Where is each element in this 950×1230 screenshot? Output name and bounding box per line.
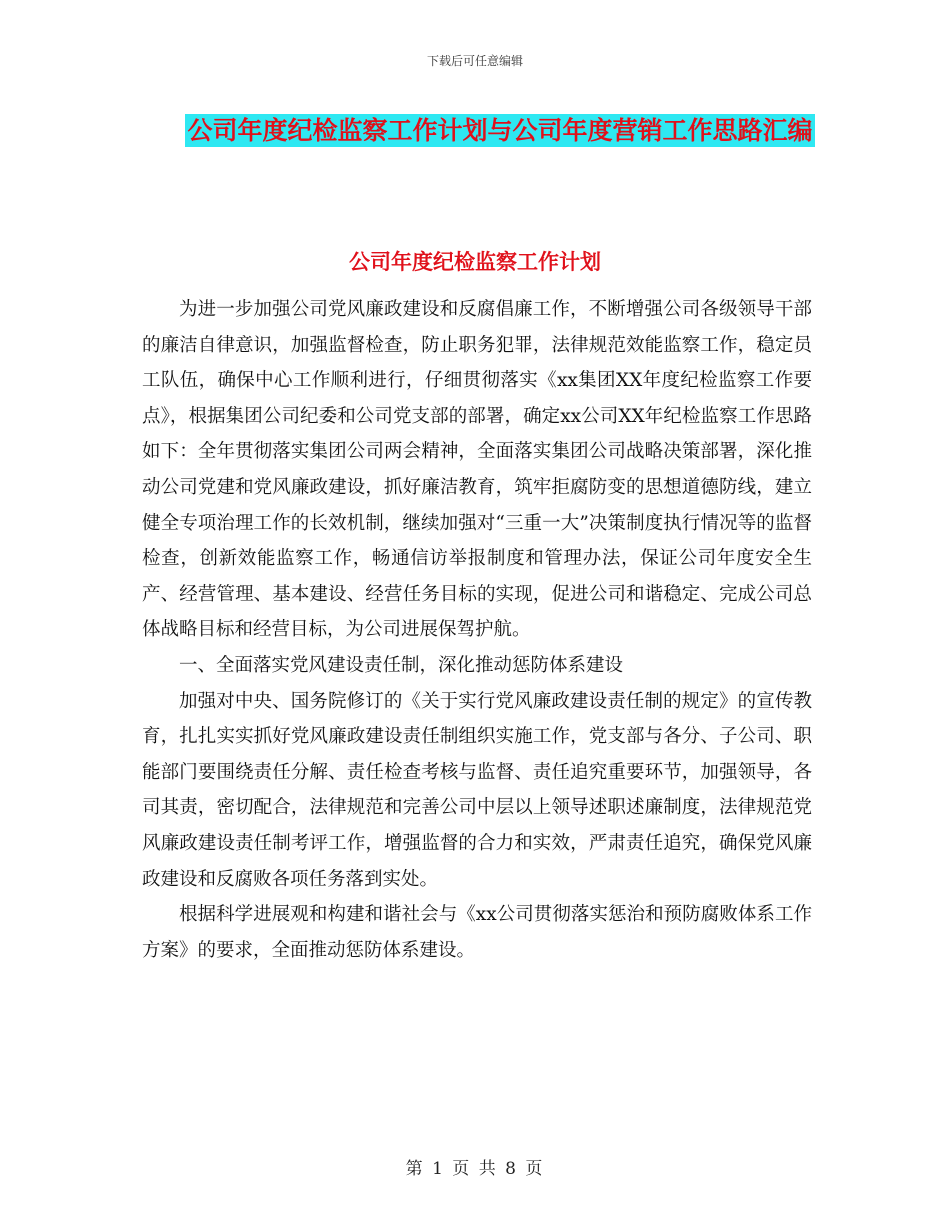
header-note: 下载后可任意编辑 [426,54,523,68]
body-paragraph: 加强对中央、国务院修订的《关于实行党风廉政建设责任制的规定》的宣传教育，扎扎实实抓好党风廉政建设责任制组织实施工作，党支部与各分、子公司、职能部门要围绕责任分解、责任检查考核与监督、责任追究重要环节，加强领导，各司其责，密切配合，法律规范和完善公司中层以上领导述职述廉制度，法律规范党风廉政建设责任制考评工作，增强监督的合力和实效，严肃责任追究，确保党风廉政建设和反腐败各项任务落到实处。 [142,690,812,890]
section-title: 公司年度纪检监察工作计划 [349,250,601,274]
document-body [142,292,812,968]
document-title [150,109,850,153]
document-title-text: 公司年度纪检监察工作计划与公司年度营销工作思路汇编 [187,116,813,145]
section-heading: 一、全面落实党风建设责任制，深化推动惩防体系建设 [179,654,624,676]
body-paragraph: 根据科学进展观和构建和谐社会与《xx公司贯彻落实惩治和预防腐败体系工作方案》的要求，全面推动惩防体系建设。 [142,904,812,961]
page-number: 第 1 页 共 8 页 [405,1159,545,1179]
body-paragraph: 为进一步加强公司党风廉政建设和反腐倡廉工作，不断增强公司各级领导干部的廉洁自律意识，加强监督检查，防止职务犯罪，法律规范效能监察工作，稳定员工队伍，确保中心工作顺利进行，仔细贯彻落实《xx集团XX年度纪检监察工作要点》，根据集团公司纪委和公司党支部的部署，确定xx公司XX年纪检监察工作思路如下：全年贯彻落实集团公司两会精神，全面落实集团公司战略决策部署，深化推动公司党建和党风廉政建设，抓好廉洁教育，筑牢拒腐防变的思想道德防线，建立健全专项治理工作的长效机制，继续加强对“三重一大”决策制度执行情况等的监督检查，创新效能监察工作，畅通信访举报制度和管理办法，保证公司年度安全生产、经营管理、基本建设、经营任务目标的实现，促进公司和谐稳定、完成公司总体战略目标和经营目标，为公司进展保驾护航。 [142,299,812,641]
